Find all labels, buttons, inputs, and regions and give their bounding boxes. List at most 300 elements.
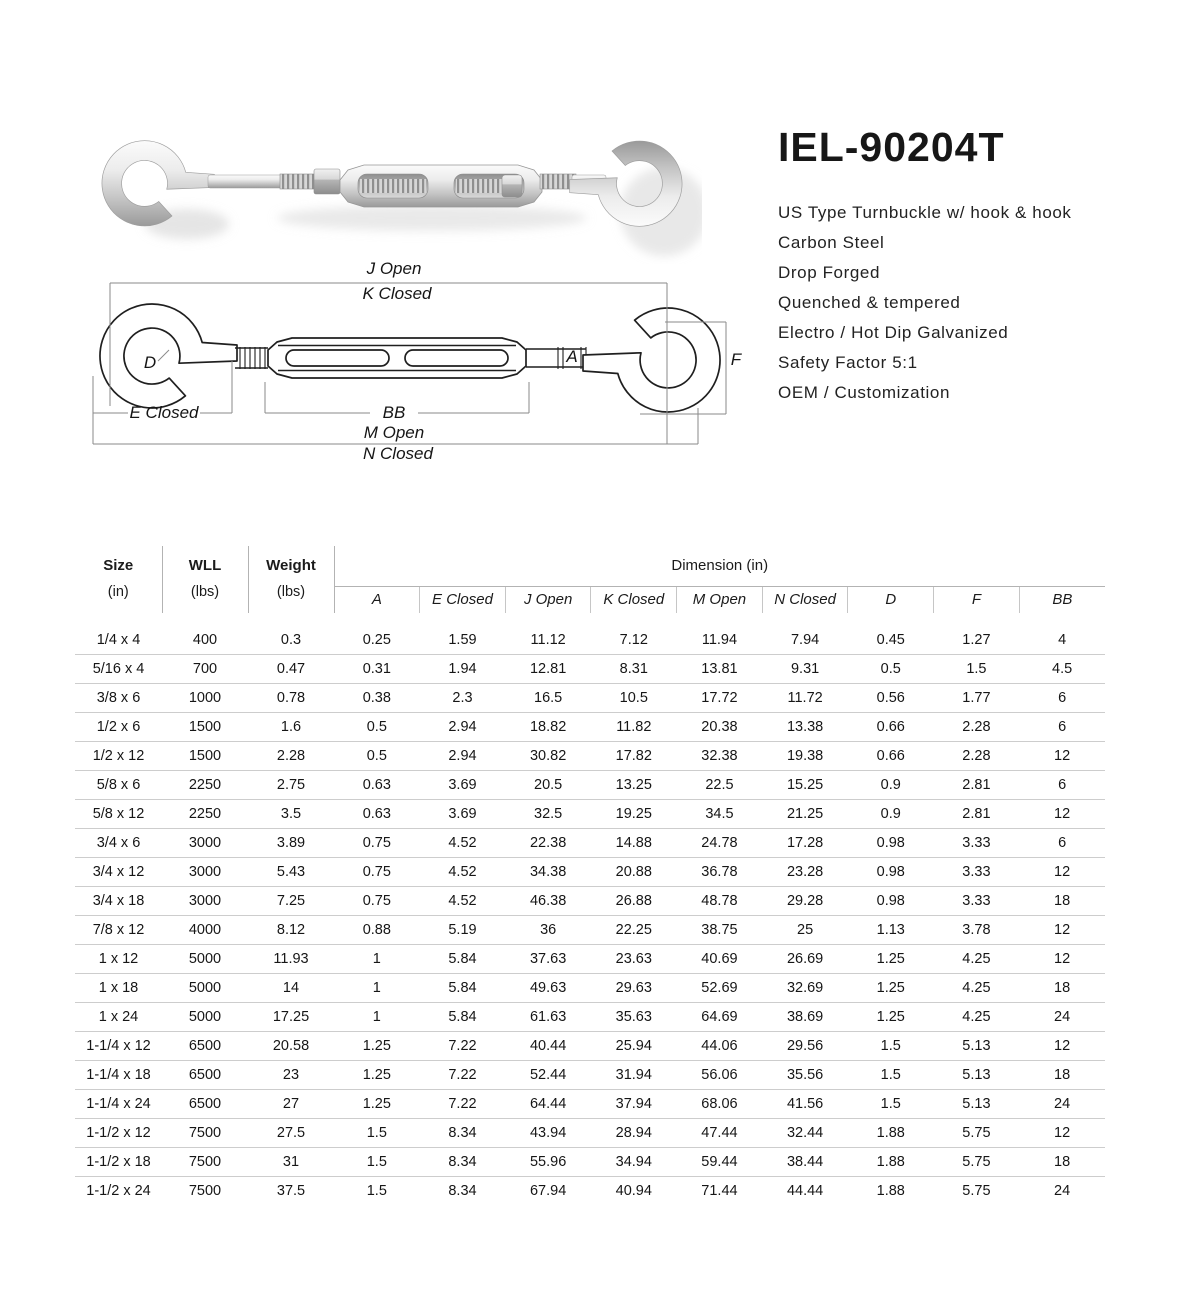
table-cell: 19.38 [786, 748, 824, 764]
photo-rod-left [360, 179, 426, 193]
table-cell: 0.45 [876, 632, 905, 648]
table-cell: 68.06 [701, 1096, 738, 1112]
table-cell: 55.96 [529, 1154, 567, 1170]
table-cell: 7.94 [790, 632, 820, 648]
table-cell: 32.44 [786, 1125, 824, 1141]
table-cell: 20.5 [534, 777, 563, 793]
dim-subheader: E Closed [420, 587, 506, 614]
table-cell: 64.44 [529, 1096, 567, 1112]
drawing-right-hook [583, 308, 720, 412]
table-cell: 1.27 [962, 632, 991, 648]
table-cell: 1.5 [366, 1183, 387, 1199]
table-cell: 7.22 [448, 1038, 477, 1054]
table-cell: 1 x 24 [98, 1009, 139, 1025]
header-size-label: Size [103, 557, 134, 574]
header-size-unit: (in) [107, 584, 129, 600]
table-cell: 40.44 [529, 1038, 567, 1054]
table-cell: 49.63 [529, 980, 567, 996]
table-cell: 8.31 [619, 661, 648, 677]
table-cell: 0.88 [362, 922, 391, 938]
table-cell: 6 [1058, 835, 1067, 851]
table-cell: 0.47 [276, 661, 306, 677]
table-cell: 29.56 [786, 1038, 824, 1054]
product-info [778, 124, 1178, 408]
table-cell: 1.25 [362, 1067, 391, 1083]
table-cell: 1.5 [880, 1096, 901, 1112]
table-cell: 1.5 [966, 661, 987, 677]
table-cell: 1500 [188, 748, 222, 764]
table-cell: 11.72 [787, 690, 823, 706]
header-size [75, 546, 162, 613]
spacer-row [75, 613, 1105, 626]
dim-subheader: BB [1019, 587, 1105, 614]
table-cell: 9.31 [790, 661, 820, 677]
table-cell: 1 [372, 1009, 381, 1025]
table-cell: 18 [1054, 980, 1071, 996]
table-cell: 0.31 [362, 661, 391, 677]
table-cell: 0.75 [362, 893, 391, 909]
table-cell: 14 [282, 980, 300, 996]
table-cell: 1.88 [876, 1183, 905, 1199]
table-cell: 13.38 [786, 719, 824, 735]
table-row [75, 916, 1105, 945]
table-cell: 7.12 [619, 632, 648, 648]
table-cell: 1 [372, 951, 381, 967]
table-row [75, 713, 1105, 742]
table-cell: 32.69 [786, 980, 824, 996]
table-cell: 1000 [188, 690, 222, 706]
table-row [75, 974, 1105, 1003]
table-cell: 0.5 [880, 661, 901, 677]
label-k-closed: K Closed [362, 284, 432, 303]
table-cell: 3.33 [962, 835, 991, 851]
table-cell: 18 [1054, 1154, 1071, 1170]
table-cell: 52.69 [701, 980, 738, 996]
table-cell: 1/2 x 12 [92, 748, 145, 764]
table-cell: 1-1/2 x 24 [86, 1183, 151, 1199]
table-cell: 13.81 [701, 661, 738, 677]
header-weight-label: Weight [266, 557, 316, 574]
table-row [75, 1090, 1105, 1119]
table-cell: 25 [797, 922, 814, 938]
table-cell: 5.84 [448, 1009, 477, 1025]
table-cell: 2.3 [452, 690, 473, 706]
table-cell: 27.5 [276, 1125, 306, 1141]
table-cell: 3.5 [280, 806, 302, 822]
table-cell: 23 [282, 1067, 300, 1083]
table-cell: 11.82 [616, 719, 652, 735]
table-cell: 5.13 [962, 1067, 991, 1083]
table-cell: 40.94 [615, 1183, 652, 1199]
spec-item: OEM / Customization [778, 383, 951, 402]
table-cell: 7500 [188, 1183, 222, 1199]
table-cell: 1.5 [366, 1125, 387, 1141]
table-cell: 24 [1054, 1183, 1071, 1199]
table-cell: 8.12 [276, 922, 306, 938]
photo-inner-nut [502, 175, 522, 197]
table-row [75, 1177, 1105, 1206]
table-cell: 29.63 [615, 980, 652, 996]
table-cell: 7500 [188, 1125, 222, 1141]
table-row [75, 858, 1105, 887]
table-header [75, 546, 1105, 613]
table-cell: 2.28 [962, 748, 991, 764]
table-cell: 2.94 [448, 748, 477, 764]
table-cell: 37.63 [529, 951, 567, 967]
table-cell: 1.25 [362, 1038, 391, 1054]
table-cell: 7.25 [276, 893, 306, 909]
table-cell: 4.25 [962, 980, 991, 996]
table-cell: 0.3 [280, 632, 302, 648]
table-cell: 6 [1058, 777, 1067, 793]
table-row [75, 829, 1105, 858]
table-cell: 27 [282, 1096, 300, 1112]
table-cell: 67.94 [529, 1183, 567, 1199]
table-cell: 5000 [188, 1009, 222, 1025]
table-cell: 10.5 [619, 690, 648, 706]
label-j-open: J Open [366, 259, 422, 278]
table-cell: 36 [540, 922, 557, 938]
dim-subheader: D [848, 587, 934, 614]
spec-item: Drop Forged [778, 263, 881, 282]
header-wll-unit: (lbs) [190, 584, 220, 600]
table-cell: 18 [1054, 893, 1071, 909]
table-cell: 0.5 [366, 719, 387, 735]
spec-item: Quenched & tempered [778, 293, 961, 312]
table-cell: 12 [1054, 806, 1071, 822]
table-cell: 2.28 [276, 748, 306, 764]
table-cell: 5000 [188, 980, 222, 996]
table-cell: 19.25 [615, 806, 652, 822]
table-cell: 5.84 [448, 980, 477, 996]
table-cell: 5/16 x 4 [92, 661, 145, 677]
dim-subheader: A [371, 591, 382, 608]
table-cell: 24.78 [701, 835, 738, 851]
table-cell: 8.34 [448, 1154, 477, 1170]
table-cell: 3/4 x 6 [96, 835, 141, 851]
table-cell: 18.82 [529, 719, 567, 735]
table-row [75, 1148, 1105, 1177]
table-cell: 2250 [188, 777, 222, 793]
table-cell: 2.28 [962, 719, 991, 735]
table-cell: 5.13 [962, 1038, 991, 1054]
table-cell: 46.38 [529, 893, 567, 909]
label-d: D [143, 353, 157, 372]
table-cell: 36.78 [701, 864, 738, 880]
table-cell: 0.25 [362, 632, 391, 648]
photo-left-thread [280, 174, 316, 189]
table-cell: 2250 [188, 806, 222, 822]
table-cell: 1.5 [880, 1038, 901, 1054]
table-cell: 1-1/2 x 12 [86, 1125, 151, 1141]
table-cell: 0.98 [876, 864, 905, 880]
table-cell: 12 [1054, 748, 1071, 764]
table-cell: 3/4 x 18 [92, 893, 145, 909]
table-cell: 6500 [188, 1038, 222, 1054]
photo-right-hook [570, 141, 682, 226]
table-cell: 8.34 [448, 1183, 477, 1199]
table-cell: 5.75 [962, 1183, 991, 1199]
table-cell: 0.5 [366, 748, 387, 764]
table-cell: 24 [1054, 1009, 1071, 1025]
table-cell: 21.25 [786, 806, 824, 822]
table-cell: 5.75 [962, 1154, 991, 1170]
table-cell: 32.38 [701, 748, 738, 764]
table-row [75, 742, 1105, 771]
table-row [75, 945, 1105, 974]
table-cell: 0.63 [362, 806, 391, 822]
table-cell: 17.28 [786, 835, 824, 851]
table-cell: 1500 [188, 719, 222, 735]
table-cell: 1.5 [880, 1067, 901, 1083]
table-cell: 0.9 [880, 777, 901, 793]
table-cell: 1-1/4 x 12 [86, 1038, 151, 1054]
table-cell: 3.89 [276, 835, 306, 851]
table-cell: 12 [1054, 951, 1071, 967]
table-cell: 12.81 [529, 661, 567, 677]
table-cell: 12 [1054, 922, 1071, 938]
table-cell: 1.88 [876, 1125, 905, 1141]
table-cell: 0.98 [876, 893, 905, 909]
table-cell: 1.25 [876, 980, 905, 996]
table-cell: 5.84 [448, 951, 477, 967]
table-cell: 31.94 [615, 1067, 652, 1083]
table-cell: 0.38 [362, 690, 391, 706]
table-cell: 16.5 [534, 690, 563, 706]
table-cell: 1/4 x 4 [96, 632, 141, 648]
table-cell: 4.25 [962, 1009, 991, 1025]
table-cell: 1.25 [362, 1096, 391, 1112]
table-cell: 24 [1054, 1096, 1071, 1112]
table-cell: 37.94 [615, 1096, 652, 1112]
dimension-diagram [72, 258, 772, 465]
header-dimension-group: Dimension (in) [334, 546, 1105, 587]
table-cell: 44.44 [786, 1183, 824, 1199]
table-cell: 5.13 [962, 1096, 991, 1112]
table-cell: 0.78 [276, 690, 306, 706]
table-cell: 61.63 [529, 1009, 567, 1025]
table-cell: 1-1/2 x 18 [86, 1154, 151, 1170]
header-weight-unit: (lbs) [276, 584, 306, 600]
table-cell: 44.06 [701, 1038, 738, 1054]
table-cell: 3/8 x 6 [96, 690, 141, 706]
drawing-left-hook [100, 304, 237, 408]
table-row [75, 1119, 1105, 1148]
table-cell: 0.63 [362, 777, 391, 793]
table-cell: 1 [372, 980, 381, 996]
table-cell: 5.75 [962, 1125, 991, 1141]
table-cell: 3.69 [448, 777, 477, 793]
table-cell: 0.75 [362, 835, 391, 851]
spec-item: Carbon Steel [778, 233, 885, 252]
table-cell: 4.25 [962, 951, 991, 967]
table-cell: 2.94 [448, 719, 477, 735]
table-cell: 0.98 [876, 835, 905, 851]
table-cell: 3.33 [962, 864, 991, 880]
table-cell: 4.52 [448, 893, 477, 909]
table-cell: 3000 [188, 835, 222, 851]
table-cell: 32.5 [534, 806, 563, 822]
header-weight [248, 546, 334, 613]
table-cell: 1.5 [366, 1154, 387, 1170]
table-cell: 12 [1054, 1038, 1071, 1054]
table-body [75, 613, 1105, 1205]
spec-item: US Type Turnbuckle w/ hook & hook [778, 203, 1072, 222]
table-cell: 11.93 [273, 951, 309, 967]
product-model: IEL-90204T [778, 124, 1005, 170]
table-cell: 0.66 [876, 719, 905, 735]
table-cell: 34.5 [705, 806, 734, 822]
table-row [75, 771, 1105, 800]
product-photo [82, 114, 702, 264]
table-cell: 38.69 [786, 1009, 824, 1025]
table-cell: 1.94 [448, 661, 477, 677]
table-cell: 4000 [188, 922, 222, 938]
table-cell: 7.22 [448, 1096, 477, 1112]
label-a: A [566, 347, 578, 366]
table-row [75, 655, 1105, 684]
table-cell: 35.63 [615, 1009, 652, 1025]
table-cell: 700 [192, 661, 218, 677]
table-cell: 20.58 [272, 1038, 310, 1054]
table-cell: 7.22 [448, 1067, 477, 1083]
table-cell: 17.25 [272, 1009, 310, 1025]
table-cell: 64.69 [701, 1009, 738, 1025]
table-cell: 3000 [188, 893, 222, 909]
table-cell: 35.56 [786, 1067, 824, 1083]
table-cell: 11.12 [530, 632, 566, 648]
table-cell: 1.88 [876, 1154, 905, 1170]
table-cell: 4.52 [448, 835, 477, 851]
photo-left-nut [314, 169, 340, 194]
table-row [75, 1003, 1105, 1032]
table-cell: 23.63 [615, 951, 652, 967]
drawing-slot-left [286, 350, 389, 366]
header-wll-label: WLL [188, 557, 222, 574]
table-cell: 56.06 [701, 1067, 738, 1083]
table-cell: 3.78 [962, 922, 991, 938]
drawing-left-thread [240, 347, 265, 369]
table-cell: 3/4 x 12 [92, 864, 145, 880]
table-cell: 8.34 [448, 1125, 477, 1141]
table-cell: 40.69 [701, 951, 738, 967]
table-cell: 17.72 [701, 690, 738, 706]
table-cell: 38.44 [786, 1154, 824, 1170]
table-cell: 29.28 [786, 893, 824, 909]
table-cell: 48.78 [701, 893, 738, 909]
table-cell: 37.5 [276, 1183, 306, 1199]
dim-subheader: M Open [677, 587, 763, 614]
table-cell: 22.25 [615, 922, 652, 938]
table-cell: 5/8 x 6 [96, 777, 141, 793]
table-cell: 25.94 [615, 1038, 652, 1054]
dim-subheader: J Open [505, 587, 591, 614]
table-cell: 26.88 [615, 893, 652, 909]
table-cell: 12 [1054, 864, 1071, 880]
table-row [75, 1032, 1105, 1061]
table-cell: 13.25 [615, 777, 652, 793]
table-row [75, 887, 1105, 916]
table-cell: 18 [1054, 1067, 1071, 1083]
label-n-closed: N Closed [363, 444, 433, 463]
table-cell: 22.38 [529, 835, 567, 851]
table-cell: 23.28 [786, 864, 824, 880]
table-cell: 15.25 [786, 777, 824, 793]
table-cell: 5.43 [276, 864, 306, 880]
drawing-slot-right [405, 350, 508, 366]
table-cell: 11.94 [701, 632, 738, 648]
table-cell: 0.56 [876, 690, 905, 706]
table-cell: 6500 [188, 1096, 222, 1112]
table-cell: 31 [282, 1154, 300, 1170]
photo-left-shank [208, 175, 282, 188]
table-cell: 47.44 [701, 1125, 738, 1141]
table-cell: 22.5 [705, 777, 734, 793]
spec-item: Safety Factor 5:1 [778, 353, 918, 372]
table-cell: 1 x 12 [98, 951, 139, 967]
table-cell: 1/2 x 6 [96, 719, 141, 735]
table-cell: 30.82 [529, 748, 567, 764]
table-cell: 4.52 [448, 864, 477, 880]
spec-table [75, 546, 1105, 1205]
table-cell: 71.44 [701, 1183, 738, 1199]
table-cell: 5/8 x 12 [92, 806, 145, 822]
dim-subheader: N Closed [762, 587, 848, 614]
table-cell: 12 [1054, 1125, 1071, 1141]
dim-subheader: F [934, 587, 1020, 614]
table-cell: 59.44 [701, 1154, 738, 1170]
table-cell: 6 [1058, 719, 1067, 735]
spec-list [778, 198, 1178, 408]
table-cell: 1-1/4 x 18 [86, 1067, 151, 1083]
table-cell: 2.81 [962, 777, 991, 793]
table-cell: 2.81 [962, 806, 991, 822]
table-cell: 4.5 [1052, 661, 1073, 677]
table-cell: 1.25 [876, 951, 905, 967]
table-cell: 6 [1058, 690, 1067, 706]
table-cell: 34.94 [615, 1154, 652, 1170]
dim-subheader: K Closed [591, 587, 677, 614]
table-cell: 0.66 [876, 748, 905, 764]
table-cell: 3.33 [962, 893, 991, 909]
table-cell: 4 [1058, 632, 1067, 648]
spec-item: Electro / Hot Dip Galvanized [778, 323, 1009, 342]
table-cell: 3000 [188, 864, 222, 880]
table-cell: 1.13 [876, 922, 905, 938]
table-cell: 14.88 [615, 835, 652, 851]
table-cell: 28.94 [615, 1125, 652, 1141]
table-cell: 7/8 x 12 [92, 922, 145, 938]
table-cell: 6500 [188, 1067, 222, 1083]
table-cell: 52.44 [529, 1067, 567, 1083]
label-f: F [730, 350, 742, 369]
table-cell: 1.25 [876, 1009, 905, 1025]
table-cell: 43.94 [529, 1125, 567, 1141]
table-cell: 5.19 [448, 922, 477, 938]
table-cell: 1.77 [962, 690, 991, 706]
table-cell: 2.75 [276, 777, 306, 793]
header-wll [162, 546, 248, 613]
table-row [75, 800, 1105, 829]
table-row [75, 626, 1105, 655]
table-row [75, 684, 1105, 713]
table-cell: 1.59 [448, 632, 477, 648]
table-cell: 20.38 [701, 719, 738, 735]
table-cell: 34.38 [529, 864, 567, 880]
table-cell: 400 [192, 632, 218, 648]
table-cell: 17.82 [615, 748, 652, 764]
table-cell: 20.88 [615, 864, 652, 880]
